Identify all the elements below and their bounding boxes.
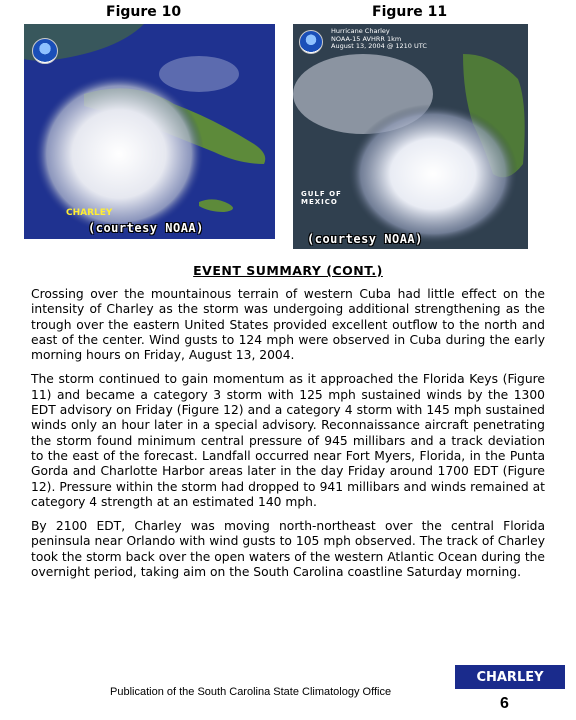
body-text bbox=[31, 287, 545, 589]
figure-10-credit: (courtesy NOAA) bbox=[88, 221, 204, 235]
figure-10-satellite-image bbox=[24, 24, 275, 239]
charley-badge: CHARLEY bbox=[455, 665, 565, 689]
publication-footer: Publication of the South Carolina State Climatology Office bbox=[110, 686, 392, 698]
figure-11-label: Figure 11 bbox=[372, 4, 448, 20]
paragraph: By 2100 EDT, Charley was moving north-northeast over the central Florida peninsula near Orlando with wind gusts to 105 mph observed. The track of Charley took the storm back over the open waters of the western Atlantic Ocean during the overnight period, taking aim on the South Carolina coastline Saturday morning. bbox=[31, 519, 545, 580]
region-line: MEXICO bbox=[301, 198, 338, 206]
caption-line: Hurricane Charley bbox=[331, 27, 390, 35]
page-number: 6 bbox=[500, 695, 509, 712]
figure-10-label: Figure 10 bbox=[106, 4, 182, 20]
figure-11-graphic bbox=[293, 24, 528, 249]
caption-line: August 13, 2004 @ 1210 UTC bbox=[331, 42, 427, 50]
paragraph: The storm continued to gain momentum as it approached the Florida Keys (Figure 11) and became a category 3 storm with 125 mph sustained winds by the 1300 EDT advisory on Friday (Figure 12) and a category 4 storm with 145 mph sustained winds only an hour later in a special advisory. Reconnaissance aircraft penetrating the storm found minimum central pressure of 945 millibars and a track deviation to the east of the forecast. Landfall occurred near Fort Myers, Florida, in the Punta Gorda and Charlotte Harbor areas later in the day Friday around 1700 EDT (Figure 12). Pressure within the storm had dropped to 941 millibars and winds remained at category 4 strength at an estimated 140 mph. bbox=[31, 372, 545, 509]
noaa-logo-icon bbox=[32, 38, 58, 64]
section-title: EVENT SUMMARY (CONT.) bbox=[193, 263, 383, 278]
caption-line: NOAA-15 AVHRR 1km bbox=[331, 34, 402, 43]
region-line: GULF OF bbox=[301, 190, 342, 198]
storm-name-label: CHARLEY bbox=[66, 208, 113, 218]
figure-11-satellite-image bbox=[293, 24, 528, 249]
paragraph: Crossing over the mountainous terrain of western Cuba had little effect on the intensity of Charley as the storm was undergoing additional strengthening as the trough over the eastern United States provided excellent outflow to the north and east of the center. Wind gusts to 124 mph were observed in Cuba during the early morning hours on Friday, August 13, 2004. bbox=[31, 287, 545, 363]
figure-11-credit: (courtesy NOAA) bbox=[307, 232, 423, 246]
noaa-logo-icon bbox=[299, 30, 323, 54]
figure-11-caption bbox=[331, 28, 427, 51]
gulf-of-mexico-label bbox=[301, 190, 342, 206]
figure-10-graphic bbox=[24, 24, 275, 239]
